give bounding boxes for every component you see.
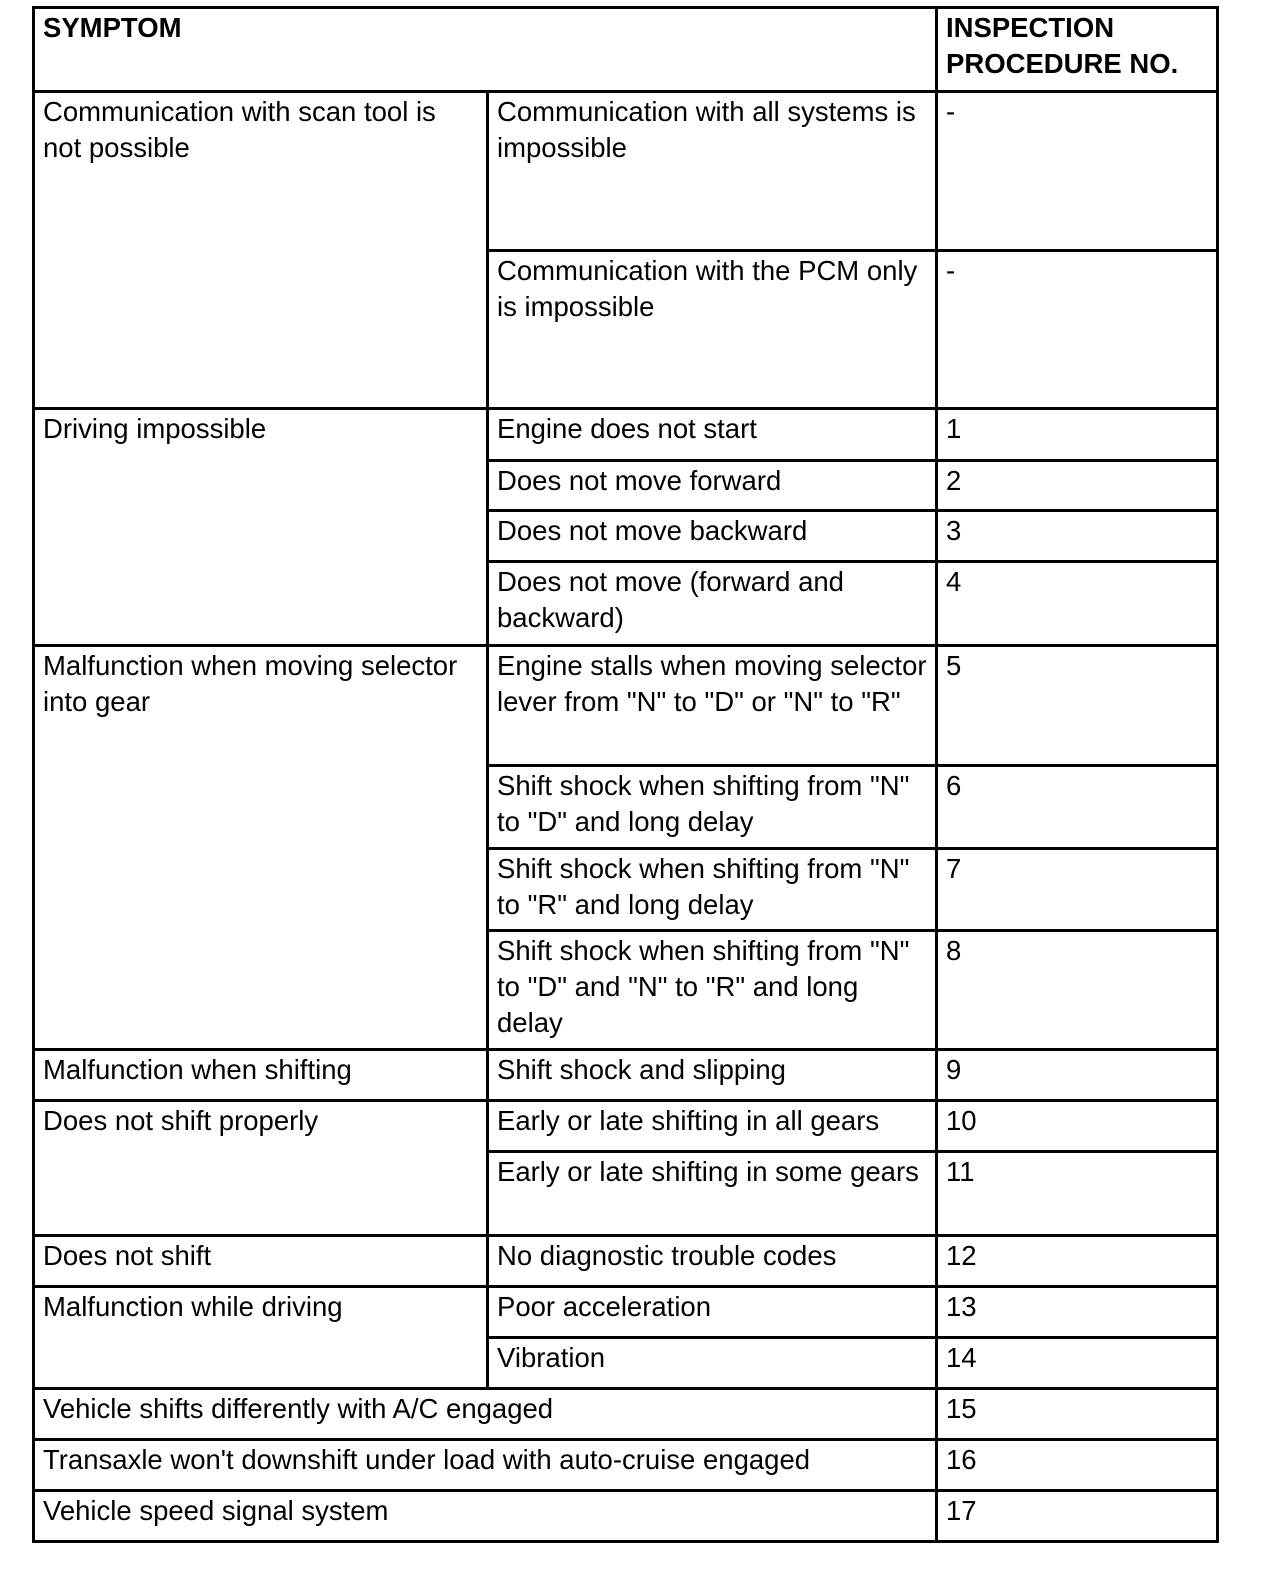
symptom-detail: Shift shock when shifting from "N" to "R" and long delay [488,849,937,931]
symptom-detail: Does not move backward [488,511,937,562]
header-symptom: SYMPTOM [34,8,937,92]
header-procedure: INSPECTION PROCEDURE NO. [937,8,1218,92]
table-row [34,1101,1218,1152]
procedure-no: 16 [937,1440,1218,1491]
symptom-detail: Communication with all systems is impossible [488,92,937,251]
symptom-group: Malfunction when shifting [34,1050,488,1101]
procedure-no: 15 [937,1389,1218,1440]
symptom-detail: Engine stalls when moving selector lever from "N" to "D" or "N" to "R" [488,646,937,766]
symptom-detail: Engine does not start [488,409,937,461]
symptom-group: Transaxle won't downshift under load with auto-cruise engaged [34,1440,937,1491]
procedure-no: 17 [937,1491,1218,1542]
header-row [34,8,1218,92]
procedure-no: 4 [937,562,1218,646]
procedure-no: - [937,92,1218,251]
symptom-group: Malfunction while driving [34,1287,488,1389]
procedure-no: 6 [937,766,1218,849]
symptom-detail: Communication with the PCM only is impossible [488,251,937,409]
symptom-group: Vehicle shifts differently with A/C engaged [34,1389,937,1440]
procedure-no: 2 [937,461,1218,511]
symptom-detail: Early or late shifting in all gears [488,1101,937,1152]
symptom-detail: Shift shock and slipping [488,1050,937,1101]
symptom-group: Malfunction when moving selector into gear [34,646,488,1050]
procedure-no: 14 [937,1338,1218,1389]
symptom-table [32,6,1219,1543]
procedure-no: 13 [937,1287,1218,1338]
table-row [34,1050,1218,1101]
symptom-group: Communication with scan tool is not possible [34,92,488,409]
table-row [34,1440,1218,1491]
procedure-no: 5 [937,646,1218,766]
symptom-detail: Does not move forward [488,461,937,511]
table-row [34,1389,1218,1440]
table-row [34,92,1218,251]
symptom-detail: No diagnostic trouble codes [488,1236,937,1287]
symptom-detail: Vibration [488,1338,937,1389]
symptom-detail: Does not move (forward and backward) [488,562,937,646]
table-row [34,646,1218,766]
symptom-group: Vehicle speed signal system [34,1491,937,1542]
table-row [34,1287,1218,1338]
table-row [34,409,1218,461]
symptom-detail: Shift shock when shifting from "N" to "D" and "N" to "R" and long delay [488,931,937,1050]
procedure-no: 7 [937,849,1218,931]
procedure-no: - [937,251,1218,409]
procedure-no: 1 [937,409,1218,461]
procedure-no: 3 [937,511,1218,562]
table-row [34,1491,1218,1542]
symptom-group: Does not shift properly [34,1101,488,1236]
procedure-no: 10 [937,1101,1218,1152]
procedure-no: 11 [937,1152,1218,1236]
procedure-no: 9 [937,1050,1218,1101]
procedure-no: 12 [937,1236,1218,1287]
symptom-detail: Shift shock when shifting from "N" to "D" and long delay [488,766,937,849]
procedure-no: 8 [937,931,1218,1050]
symptom-group: Driving impossible [34,409,488,646]
table-row [34,1236,1218,1287]
symptom-detail: Poor acceleration [488,1287,937,1338]
symptom-group: Does not shift [34,1236,488,1287]
symptom-detail: Early or late shifting in some gears [488,1152,937,1236]
